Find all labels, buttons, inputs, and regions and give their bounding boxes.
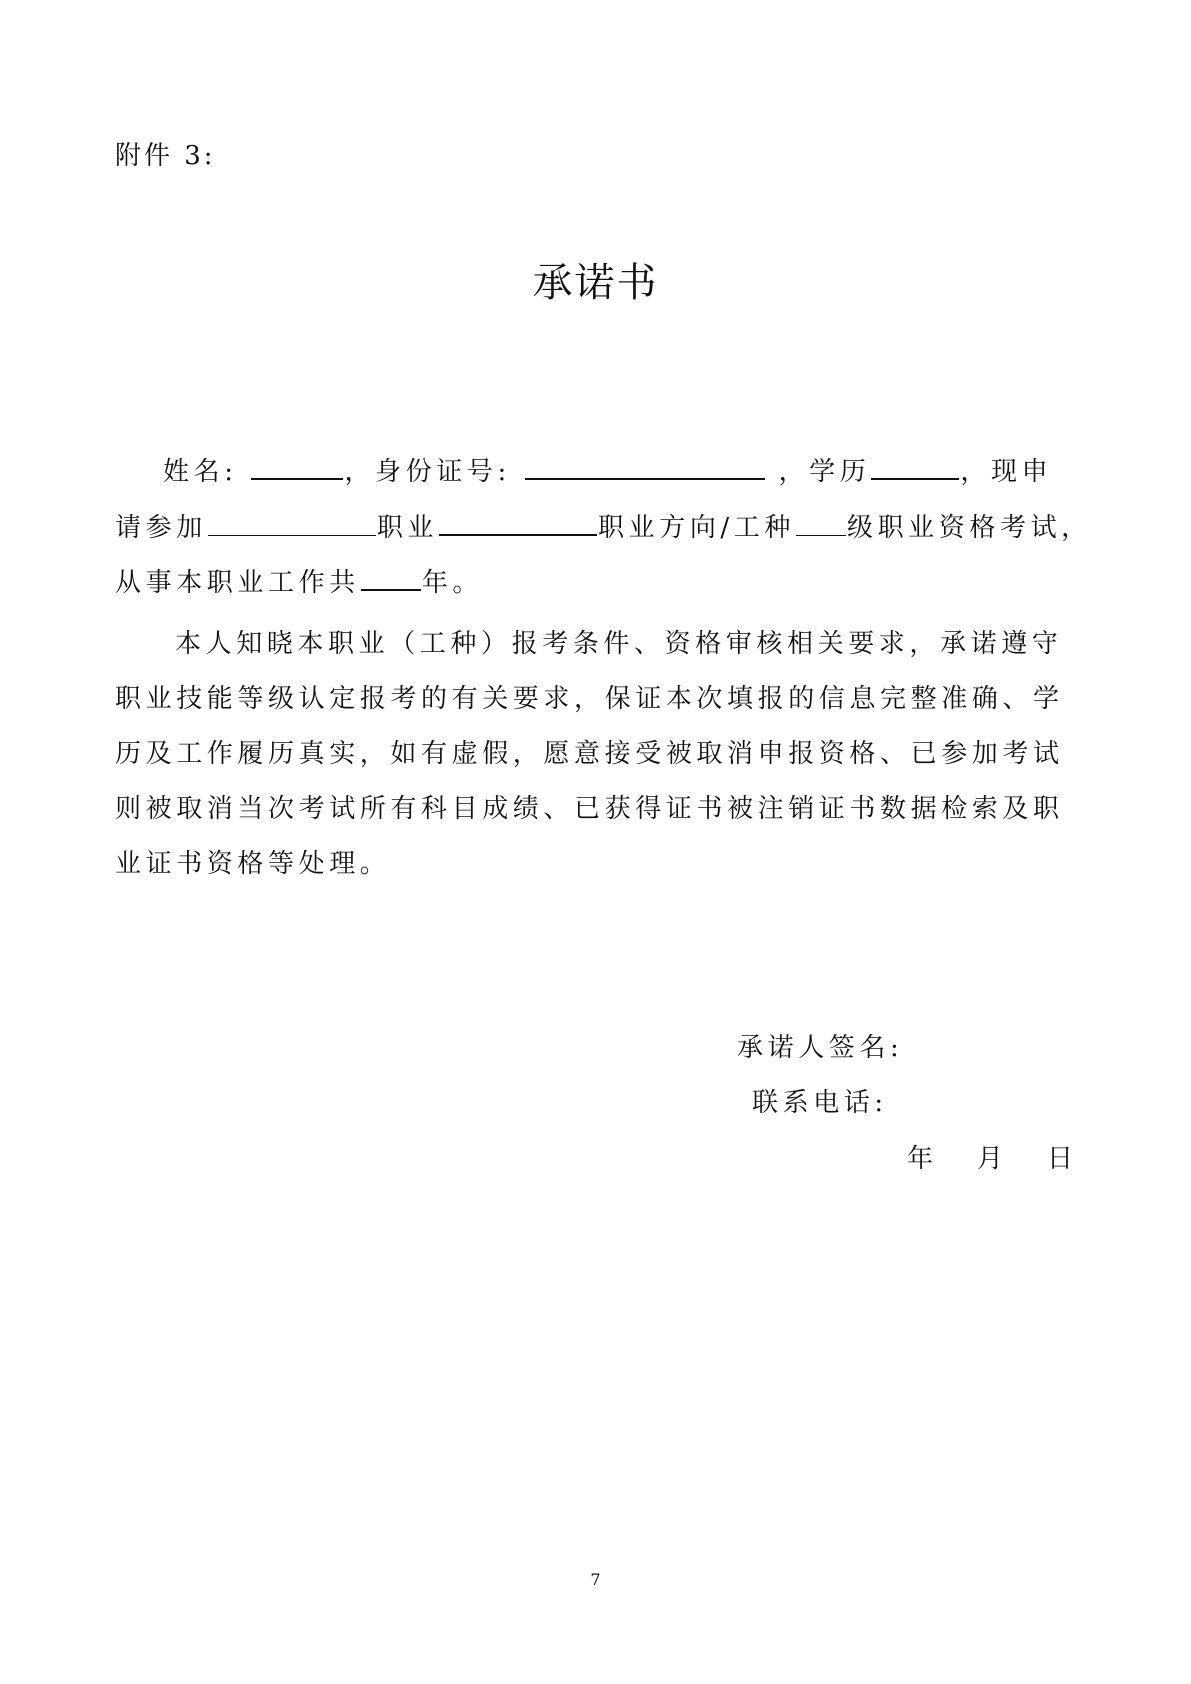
- apply-blank[interactable]: [208, 509, 376, 536]
- years-prefix: 从事本职业工作共: [115, 568, 360, 598]
- level-blank[interactable]: [796, 509, 846, 536]
- years-suffix: 年。: [421, 568, 484, 598]
- name-blank[interactable]: [251, 452, 343, 480]
- id-number-blank[interactable]: [525, 452, 765, 480]
- page-number: 7: [590, 1570, 601, 1589]
- education-blank[interactable]: [871, 452, 959, 480]
- occupation-blank[interactable]: [439, 508, 597, 536]
- document-title: 承诺书: [532, 260, 659, 306]
- date-day-label: 日: [1047, 1144, 1074, 1174]
- years-blank[interactable]: [361, 563, 421, 591]
- date-month-label: 月: [977, 1144, 1004, 1174]
- form-line-1: [115, 452, 1072, 489]
- level-label: 级职业资格考试，: [846, 513, 1092, 543]
- apply-tail: ，现申: [960, 457, 1053, 487]
- signer-label: 承诺人签名:: [737, 1033, 904, 1063]
- date-year-label: 年: [907, 1144, 934, 1174]
- form-line-3: [115, 563, 1072, 600]
- name-label: 姓名:: [163, 457, 238, 487]
- phone-label: 联系电话:: [752, 1088, 888, 1118]
- occupation-label: 职业: [376, 513, 439, 543]
- direction-label: 职业方向/工种: [598, 513, 795, 543]
- attachment-label: 附件 3:: [115, 141, 216, 171]
- id-label: ，身份证号:: [344, 457, 511, 487]
- apply-label: 请参加: [115, 513, 207, 543]
- commitment-paragraph: 本人知晓本职业（工种）报考条件、资格审核相关要求，承诺遵守职业技能等级认定报考的有关要求，保证本次填报的信息完整准确、学历及工作履历真实，如有虚假，愿意接受被取消申报资格、已参加考试则被取消当次考试所有科目成绩、已获得证书被注销证书数据检索及职业证书资格等处理。: [115, 629, 1064, 879]
- form-line-2: [115, 508, 1092, 545]
- education-label: ，学历: [778, 457, 871, 487]
